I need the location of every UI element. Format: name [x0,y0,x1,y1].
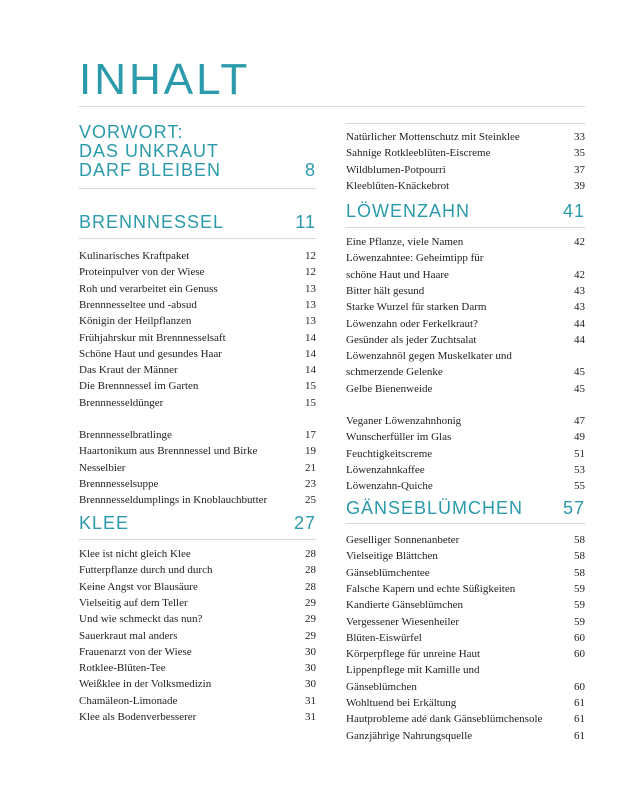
entry-page: 15 [305,396,316,409]
entry-title: Brennnesselbratlinge [79,429,172,441]
klee-divider [79,539,316,540]
entry-title: Geselliger Sonnenanbeter [346,534,460,546]
entry-title: Und wie schmeckt das nun? [79,613,203,626]
entry-page: 61 [574,729,585,742]
toc-entry [346,162,585,178]
gaenseblumchen-divider [346,523,585,524]
entry-title: Kleeblüten-Knäckebrot [346,179,450,192]
entry-page: 25 [305,494,316,507]
toc-entry [346,565,585,581]
entry-title: Wildblumen-Potpourri [346,163,446,176]
entry-title: Gelbe Bienenweide [346,382,433,395]
entry-page: 42 [574,236,585,248]
toc-entry [346,316,585,332]
entry-page: 59 [574,599,585,612]
vorwort-page: 8 [304,160,316,180]
entry-page: 39 [574,179,585,192]
toc-entry [346,478,585,494]
toc-entry [346,614,585,630]
brennnessel-divider [79,238,316,239]
toc-entry [79,693,316,709]
toc-entry [346,299,585,315]
toc-entry [346,581,585,597]
section-page: 41 [562,201,585,221]
toc-entry [346,348,585,364]
entry-title: Bitter hält gesund [346,284,425,297]
entry-page: 13 [305,315,316,328]
toc-entry [346,695,585,711]
entry-title: Lippenpflege mit Kamille und [346,664,480,677]
entry-page: 58 [574,566,585,579]
entry-page: 19 [305,445,316,458]
toc-entry [79,264,316,280]
loewenzahn-divider [346,227,585,228]
toc-entry [346,532,585,548]
toc-entry [346,332,585,348]
entry-page: 13 [305,298,316,311]
entry-title: Vielseitig auf dem Teller [79,596,188,609]
entry-page: 60 [574,648,585,661]
entry-title: Königin der Heilpflanzen [79,315,192,328]
entry-title: Wohltuend bei Erkältung [346,697,457,709]
entry-page: 31 [305,694,316,707]
entry-title: Frauenarzt von der Wiese [79,645,192,658]
toc-entry [79,378,316,394]
entry-title: Körperpflege für unreine Haut [346,648,481,661]
section-title: BRENNNESSEL [79,212,225,232]
toc-entry [346,597,585,613]
entry-title: Weißklee in der Volksmedizin [79,678,212,691]
toc-entry [346,446,585,462]
toc-entry [346,548,585,564]
entry-title: Chamäleon-Limonade [79,694,178,707]
entry-title: Gänseblümchen [346,680,417,693]
entry-page: 31 [305,711,316,723]
section-page: 11 [295,212,316,232]
entry-page: 61 [574,697,585,709]
entry-page: 35 [574,147,585,160]
toc-entry [346,711,585,727]
toc-entry [346,413,585,429]
entry-page: 28 [305,580,316,593]
entry-title: Ganzjährige Nahrungsquelle [346,729,473,742]
entry-page: 42 [574,268,585,281]
toc-entry [79,330,316,346]
entry-page: 58 [574,550,585,563]
entry-page: 44 [574,317,585,330]
entry-page: 13 [305,282,316,295]
toc-entry [79,611,316,627]
entry-page: 37 [574,163,585,176]
klee-heading [79,514,316,533]
toc-entry [79,443,316,459]
toc-entry [79,562,316,578]
entry-title: Das Kraut der Männer [79,364,178,377]
entry-page: 29 [305,629,316,642]
toc-entry [346,129,585,145]
entry-title: schöne Haut und Haare [346,268,449,281]
vorwort-divider [79,188,316,189]
entry-title: Wunscherfüller im Glas [346,431,452,444]
entry-title: Rotklee-Blüten-Tee [79,662,166,675]
toc-entry [346,646,585,662]
entry-title: Proteinpulver von der Wiese [79,266,205,279]
entry-page: 59 [574,582,585,595]
right-top-divider [346,123,585,124]
entry-page: 14 [305,364,316,377]
entry-title: Vergessener Wiesenheiler [346,615,460,628]
section-page: 27 [293,513,316,533]
entry-page: 58 [574,534,585,546]
entry-title: Brennnesseldumplings in Knoblauchbutter [79,494,268,507]
entry-title: Sauerkraut mal anders [79,629,178,642]
entry-title: Falsche Kapern und echte Süßigkeiten [346,582,516,595]
vorwort-title-line: DAS UNKRAUT [79,141,220,161]
entry-title: Futterpflanze durch und durch [79,564,213,577]
entry-title: schmerzende Gelenke [346,366,443,379]
entry-page: 30 [305,678,316,691]
toc-entry [79,595,316,611]
toc-entry [79,313,316,329]
entry-page: 55 [574,480,585,493]
entry-title: Vielseitige Blättchen [346,550,438,563]
entry-page: 15 [305,380,316,393]
entry-title: Die Brennnessel im Garten [79,380,199,393]
entry-title: Feuchtigkeitscreme [346,447,433,460]
entry-title: Klee ist nicht gleich Klee [79,548,191,560]
entry-title: Kulinarisches Kraftpaket [79,250,190,262]
toc-entry [79,362,316,378]
title-divider [79,106,585,107]
toc-entry [346,679,585,695]
entry-page: 12 [305,250,316,262]
entry-page: 61 [574,713,585,726]
toc-entry [346,381,585,397]
entry-page: 51 [574,447,585,460]
entry-page: 43 [574,284,585,297]
entry-title: Starke Wurzel für starken Darm [346,301,487,314]
entry-title: Nesselbier [79,461,126,474]
toc-entry [79,644,316,660]
toc-entry [79,476,316,492]
toc-entry [79,395,316,411]
toc-entry [346,267,585,283]
entry-page: 29 [305,596,316,609]
toc-entry [79,628,316,644]
toc-entry [79,579,316,595]
vorwort-title-line: VORWORT: [79,122,184,142]
gaenseblumchen-heading [346,499,585,518]
toc-entry [346,145,585,161]
toc-entry [346,364,585,380]
entry-page: 33 [574,131,585,143]
entry-title: Löwenzahntee: Geheimtipp für [346,252,484,265]
entry-title: Löwenzahn-Quiche [346,480,433,493]
toc-entry [346,662,585,678]
section-page: 57 [562,498,585,518]
entry-title: Sahnige Rotkleeblüten-Eiscreme [346,147,491,160]
entry-page: 29 [305,613,316,626]
toc-entry [346,630,585,646]
page-title: INHALT [79,55,251,104]
entry-page: 45 [574,366,585,379]
entry-page: 30 [305,662,316,675]
loewenzahn-heading [346,202,585,221]
entry-title: Haartonikum aus Brennnessel und Birke [79,445,258,458]
entry-page: 53 [574,463,585,476]
toc-entry [79,297,316,313]
entry-page: 28 [305,548,316,560]
entry-title: Brennnesseldünger [79,396,164,409]
toc-entry [79,676,316,692]
toc-entry [79,427,316,443]
vorwort-heading [79,123,316,180]
brennnessel-heading [79,213,316,232]
entry-page: 60 [574,680,585,693]
toc-entry [79,346,316,362]
entry-page: 59 [574,615,585,628]
entry-title: Kandierte Gänseblümchen [346,599,463,612]
entry-title: Blüten-Eiswürfel [346,631,422,644]
entry-title: Frühjahrskur mit Brennnesselsaft [79,331,226,344]
toc-entry [79,281,316,297]
entry-page: 23 [305,477,316,490]
entry-page: 30 [305,645,316,658]
entry-title: Löwenzahnkaffee [346,463,425,476]
toc-entry [346,234,585,250]
vorwort-title-line: DARF BLEIBEN [79,160,222,180]
entry-page: 44 [574,333,585,346]
toc-entry [346,178,585,194]
entry-page: 21 [305,461,316,474]
entry-title: Hautprobleme adé dank Gänseblümchensole [346,713,543,726]
entry-title: Brennnesselsuppe [79,477,159,490]
toc-entry [346,283,585,299]
toc-entry [79,709,316,725]
toc-entry [79,248,316,264]
entry-title: Eine Pflanze, viele Namen [346,236,464,248]
entry-page: 47 [574,415,585,427]
toc-entry [79,660,316,676]
toc-entry [346,429,585,445]
entry-title: Gesünder als jeder Zuchtsalat [346,333,477,346]
toc-entry [346,462,585,478]
entry-title: Löwenzahnöl gegen Muskelkater und [346,350,512,363]
entry-title: Löwenzahn oder Ferkelkraut? [346,317,478,330]
entry-title: Klee als Bodenverbesserer [79,711,197,723]
entry-page: 43 [574,301,585,314]
entry-title: Brennnesseltee und -absud [79,298,197,311]
entry-title: Roh und verarbeitet ein Genuss [79,282,218,295]
entry-title: Schöne Haut und gesundes Haar [79,347,222,360]
entry-title: Gänseblümchentee [346,566,430,579]
toc-entry [79,492,316,508]
entry-page: 17 [305,429,316,441]
entry-title: Keine Angst vor Blausäure [79,580,198,593]
entry-title: Natürlicher Mottenschutz mit Steinklee [346,131,520,143]
entry-page: 60 [574,631,585,644]
entry-page: 12 [305,266,316,279]
section-title: GÄNSEBLÜMCHEN [346,498,524,518]
entry-page: 14 [305,331,316,344]
toc-entry [346,728,585,744]
toc-entry [79,546,316,562]
section-title: LÖWENZAHN [346,201,471,221]
entry-page: 45 [574,382,585,395]
entry-page: 28 [305,564,316,577]
entry-page: 49 [574,431,585,444]
toc-entry [79,460,316,476]
entry-page: 14 [305,347,316,360]
section-title: KLEE [79,513,130,533]
toc-entry [346,250,585,266]
entry-title: Veganer Löwenzahnhonig [346,415,462,427]
